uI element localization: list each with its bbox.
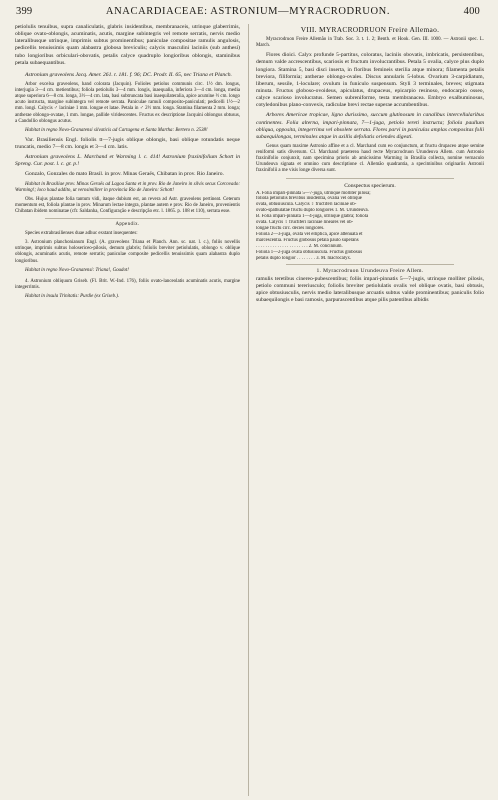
- observation-note: Obs. Hujus plantae folia tantum vidi, itaque dubium est, an revera ad Astr. graveolens pertineat. Ceterum momentum est, foliola plantae in prov. Minarum lectae integra, plantae autem e prov. Rio de Janeiro, provenientis Chibatan ibidem nominatae (cfr. Saldanha, Configuração e descripção etc. l. 1865. p. 108 et 110), serrata esse.: [15, 196, 240, 214]
- variety-description: Var. Brasiliensis Engl. foliolis tt—7-jugis oblique oblongis, basi oblique rotundatis neque truncatis, medio 7—8 cm. longis et 3—4 cm. latis.: [15, 136, 240, 150]
- key-line: foliola petiolulis brevibus insidentia, ovalia vel oblique: [256, 196, 362, 202]
- appendix-species-3-habitat: Habitat in regno Novo-Granatensi: Triana!, Goudot!: [25, 267, 129, 273]
- genus-description: Flores dioici. Calyx profunde 5-partitus, coloratus, laciniis obovatis, imbricatis, persistentibus, demum valde accrescentibus, scariosis et fructum involucrantibus. Petala 5 ovalia, calyce plus duplo longiora. Stamina 5, basi disci inserta, in floribus femineis sterilia atque minora; filamenta petalis breviora, filiformia; antherae oblongo-ovales. Discus annularis 5-lobus. Ovarium 3-carpidiatum, liberum, sessile, 1-loculare; ovulum in funiculo suspensum. Styli 3 terminales, breves; stigmata minuta. Fructus globoso-ovoideus, apiculatus, drupaceus, epicarpio resinoso, endocarpio osseo, calyce scarioso involucratus. Semen subreniforme, testa membranacea. Embryo exalbuminosus, cotyledonibus plano-convexis, radiculae brevi rectae superae accumbentibus.: [256, 52, 484, 109]
- appendix-species-3: 3. Astronium planchonianum Engl. (A. graveolens Triana et Planch. Ann. sc. nat. l. c.), foliis novellis utrinque, imprimis subtus holosericeo-pilosis, demum glabris; foliolis breviter petiolulatis, oblongo v. oblique oblongis, acuminatis acutis, remote serratis; paniculae composite pedicellis tenuissimis quam alabastra duplo longioribus.: [15, 240, 240, 264]
- appendix-intro: Species extrabrasilienses duae adhuc exstant insequentes:: [25, 231, 138, 237]
- synonym-citation: Astronium graveolens Jacq. Amer. 261. t. 181. f. 96; DC. Prodr. II. 65, nec Triana et Planch.: [25, 71, 232, 78]
- genus-note: Genus quam maxime Astronio affine et a cl. Marchand cum eo conjunctum, at fructu drupaceo atque semine reniformi satis diversum. Cl. Marchand praeterea haud recte Myracrodruon Urundeuva Allem. cum Astronio fraxinifolio conjunxit, nam specimina prioris ab amicissimo Warming in Brasilia collecta, nomine vernaculo Urundeuva signata et omnino cum descriptione cl. Allemão quadrantia, a speciminibus originariis Astronii fraxinifolii a me visis longe diversa sunt.: [256, 144, 484, 174]
- key-line: A. Folia impari-pinnata 5—7-juga, utrinque molliter pilosa;: [256, 190, 371, 196]
- species-description-right: ramulis teretibus cinereo-pubescentibus; foliis impari-pinnatis 5—7-jugis, utrinque molliter pilosis, petiolo communi tereriusculo; foliolis breviter petiolulatis ovalis vel oblique ovatis, basi obtusis, apice obtusiusculis, nervis medio lateralibusque arcuatis subtus valde prominentibus; paniculis folio subaequilongis e basi ramosis, parpurascentibus atque pilis patentibus albidis: [256, 275, 484, 304]
- key-line: marcescentia. Fructus globosus petala paulo superans: [256, 237, 359, 243]
- key-line: ovata, obtusiuscula. Calycis ♀ fructiferi laciniae ob-: [256, 202, 357, 208]
- key-line: petalis duplo longior . . . . . . . . 3. M. macrocalyx.: [256, 255, 352, 261]
- genus-synonymy: Myracrodruon Freire Allemão in Trab. Soc. 3. t. 1. 2; Benth. et Hook. Gen. III. 1000. — Astronii spec. L. March.: [256, 37, 484, 49]
- key-line: . . . . . . . . . . . . . . . . . . . . . . 2. M. concinnum.: [256, 243, 343, 249]
- key-line: Foliola 1—2-juga ovata obtusiuscula. Fructus globosus: [256, 249, 363, 255]
- right-column: [256, 24, 484, 796]
- key-line: ovato-spathulatae fructu duplo longiores 1. M. Urundeuva.: [256, 208, 369, 214]
- running-title: ANACARDIACEAE: ASTRONIUM—MYRACRODRUON.: [105, 6, 391, 17]
- section-divider-key: [286, 264, 454, 265]
- key-line: Foliola 2—3-juga, ovata vel elliptica, apice attenuata et: [256, 231, 363, 237]
- left-column: [15, 24, 240, 796]
- key-line: ovata. Calycis ♀ fructiferi laciniae lineares vel ob-: [256, 220, 354, 226]
- appendix-title: Appendix.: [115, 222, 140, 228]
- variety-habitat: Habitat in Brasiliae prov. Minas Geraës ad Lagoa Santa et in prov. Rio de Janeiro in silvis secus Corcovado: Warming!; loco haud addito, ut verosimiliter in provincia Rio de Janeiro: Schott!: [15, 181, 240, 193]
- page-number-right: 400: [463, 6, 480, 17]
- habit-description: Arbores Americae tropicae, ligno durissimo, succum glutinosum in canalibus intercellularibus continentes. Folia alterna, impari-pinnata, 7—1-juga, petiolo tereti instructa; foliola paullum obliqua, opposita, integerrima vel obsolete serrata. Flores parvi in paniculas amplas compositas folii subaequilongas, terminales atque in axillis defoliatis oriendes digesti.: [256, 112, 484, 140]
- description-continued: petiolulis tenuibus, supra canaliculatis, glabris insidentibus, membranaceis, utrinque glaberrimis, oblique ovato-oblongis, acuminatis, acutis, margine subintegris vel remote serratis, nervis medio lateralibusque utrinque, imprimis subtus prominentibus; paniculae compositae ramulis angulosis, pedicellis tenuissimis quam alabastra globosa breviculis; calycis masculini laciniis (sub anthesi) tubo longioribus orbiculari-obovatis, petalis calyce quadruplo longioribus oblongis, staminibus petala subaequantibus.: [15, 24, 240, 66]
- genus-heading: VIII. MYRACRODRUON Freire Allemao.: [300, 25, 440, 34]
- section-divider-right: [286, 178, 454, 179]
- page-number-left: 399: [16, 6, 33, 17]
- page-header: [16, 6, 480, 20]
- key-line: B. Folia impari-pinnata 1—4-juga, utrinque glabra; foliola: [256, 214, 369, 220]
- appendix-species-4-habitat: Habitat in insula Trinitatis: Purdie (ex Griseb.).: [25, 293, 120, 299]
- conspectus-title: Conspectus specierum.: [344, 182, 396, 189]
- habitat-note: Habitat in regno Novo-Granatensi silvaticis ad Cartagena et Santa Martha: Bertero n. 2538!: [25, 127, 208, 133]
- species-heading: 1. Myracrodruon Urundeuva Freire Allem.: [316, 268, 424, 275]
- vernacular-names: Gonzalo, Gonzales do mato Brasil. in prov. Minas Geraës, Chibatan in prov. Rio Janeiro.: [25, 171, 224, 178]
- variety-synonyms: Astronium graveolens L. Marchand et Warming l. c. 414! Astronium fraxinifolium Schott in Spreng. Cur. post. l. c. gr. p.!: [15, 154, 240, 168]
- species-key: [256, 191, 484, 262]
- species-description: Arbor excelsa graveolens, hand colorata (Jacquin). Folioles petiolus communis circ. 1½ dm. longus, interjugia 3—4 cm. metientibus; foliola petiolulis 3—4 mm. longis, inaequalia, inferiora 3—4 cm. longa, media atque superiora 6—8 cm. longa, 3½—4 cm. lata, basi subtruncata basi inaequilateralia, apice acumine ½ cm. longo acuto instructa, margine subintegra vel remote serrata. Paniculae ramuli composito-paniculati; pedicelli 1½—2 mm. longi. Calycis ♂ laciniae 1 mm. longae et latae. Petala in ♂ 2½ mm. longa. Stamina filamenta 2 mm. longa; antherae oblongo-ovatae, 1 mm. longae, pallide viridescentes. Fructus ex descriptione Jacquini oblongus obtusus, a Candollio oblongus acutus.: [15, 82, 240, 124]
- section-divider: [45, 218, 210, 219]
- column-divider: [248, 24, 249, 796]
- key-line: longae fructu circ. decies longiores.: [256, 225, 325, 231]
- appendix-species-4: 4. Astronium obliquum Griseb. (Fl. Brit. W.-Ind. 176), foliis ovato-lanceolatis acuminatis acutis, margine integerrimis.: [15, 278, 240, 290]
